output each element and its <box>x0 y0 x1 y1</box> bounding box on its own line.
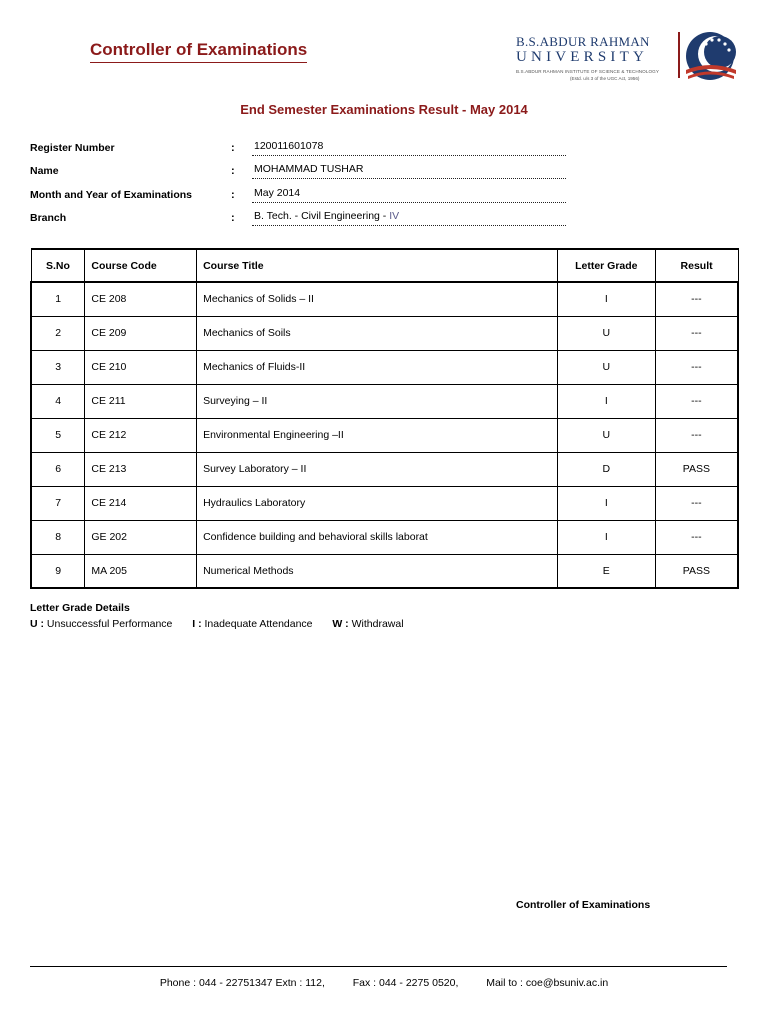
cell-course-code: CE 211 <box>85 384 197 418</box>
table-row <box>31 418 738 452</box>
cell-course-title: Mechanics of Fluids-II <box>197 350 558 384</box>
logo-estd-line: (Estd. u/s 3 of the UGC Act, 1956) <box>570 76 640 81</box>
results-table <box>30 248 739 589</box>
table-row <box>31 452 738 486</box>
exam-month-year-value: May 2014 <box>252 187 566 203</box>
cell-result: --- <box>655 316 738 350</box>
register-number-value: 120011601078 <box>252 140 566 156</box>
header-sno: S.No <box>31 249 85 282</box>
name-label: Name <box>30 165 59 177</box>
register-number-colon: : <box>231 142 235 154</box>
cell-sno: 5 <box>31 418 85 452</box>
table-row <box>31 384 738 418</box>
name-row <box>30 163 570 181</box>
exam-month-year-row <box>30 187 570 205</box>
cell-result: --- <box>655 520 738 554</box>
cell-course-title: Environmental Engineering –II <box>197 418 558 452</box>
cell-course-title: Survey Laboratory – II <box>197 452 558 486</box>
result-title: End Semester Examinations Result - May 2014 <box>240 102 528 117</box>
table-row <box>31 520 738 554</box>
page-header-title: Controller of Examinations <box>90 40 307 63</box>
cell-result: --- <box>655 418 738 452</box>
branch-value <box>252 210 566 226</box>
cell-sno: 7 <box>31 486 85 520</box>
cell-result: --- <box>655 282 738 316</box>
cell-sno: 9 <box>31 554 85 588</box>
table-row <box>31 486 738 520</box>
cell-course-code: CE 209 <box>85 316 197 350</box>
header-course-code: Course Code <box>85 249 197 282</box>
cell-sno: 1 <box>31 282 85 316</box>
cell-course-title: Mechanics of Soils <box>197 316 558 350</box>
branch-row <box>30 210 570 228</box>
name-value: MOHAMMAD TUSHAR <box>252 163 566 179</box>
table-row <box>31 350 738 384</box>
footer-fax: Fax : 044 - 2275 0520, <box>352 977 459 989</box>
cell-result: PASS <box>655 452 738 486</box>
cell-sno: 4 <box>31 384 85 418</box>
cell-result: PASS <box>655 554 738 588</box>
legend-text-w: Withdrawal <box>351 618 404 630</box>
legend-text-i: Inadequate Attendance <box>204 618 313 630</box>
header-result: Result <box>655 249 738 282</box>
legend-key-i: I : <box>192 618 202 630</box>
cell-result: --- <box>655 486 738 520</box>
legend-text-u: Unsuccessful Performance <box>46 618 173 630</box>
cell-course-code: GE 202 <box>85 520 197 554</box>
cell-result: --- <box>655 350 738 384</box>
signature-title: Controller of Examinations <box>516 899 651 911</box>
cell-course-code: CE 213 <box>85 452 197 486</box>
header-letter-grade: Letter Grade <box>557 249 655 282</box>
table-row <box>31 282 738 316</box>
logo-university-line: UNIVERSITY <box>516 49 648 65</box>
exam-month-year-label: Month and Year of Examinations <box>30 189 193 201</box>
cell-course-code: CE 208 <box>85 282 197 316</box>
cell-sno: 2 <box>31 316 85 350</box>
table-row <box>31 554 738 588</box>
logo-institute-line: B.S.ABDUR RAHMAN INSTITUTE OF SCIENCE & TECHNOLOGY <box>516 69 660 74</box>
branch-name: B. Tech. - Civil Engineering - <box>254 210 390 222</box>
footer-contact <box>0 977 768 989</box>
cell-course-title: Confidence building and behavioral skills laborat <box>197 520 558 554</box>
cell-course-code: MA 205 <box>85 554 197 588</box>
cell-letter-grade: E <box>557 554 655 588</box>
register-number-label: Register Number <box>30 142 115 154</box>
table-row <box>31 316 738 350</box>
cell-letter-grade: I <box>557 282 655 316</box>
cell-letter-grade: I <box>557 520 655 554</box>
cell-course-title: Surveying – II <box>197 384 558 418</box>
cell-letter-grade: I <box>557 486 655 520</box>
table-header-row <box>31 249 738 282</box>
legend-items <box>30 618 404 630</box>
cell-result: --- <box>655 384 738 418</box>
cell-letter-grade: D <box>557 452 655 486</box>
cell-course-code: CE 214 <box>85 486 197 520</box>
logo-separator <box>678 32 680 78</box>
legend-key-w: W : <box>332 618 349 630</box>
name-colon: : <box>231 165 235 177</box>
footer-mail: Mail to : coe@bsuniv.ac.in <box>486 977 609 989</box>
logo-name-line: B.S.ABDUR RAHMAN <box>516 34 650 49</box>
cell-letter-grade: U <box>557 350 655 384</box>
register-number-row <box>30 140 570 158</box>
cell-letter-grade: U <box>557 316 655 350</box>
cell-letter-grade: I <box>557 384 655 418</box>
cell-course-title: Numerical Methods <box>197 554 558 588</box>
cell-course-title: Hydraulics Laboratory <box>197 486 558 520</box>
cell-course-code: CE 212 <box>85 418 197 452</box>
cell-course-title: Mechanics of Solids – II <box>197 282 558 316</box>
footer-phone: Phone : 044 - 22751347 Extn : 112, <box>159 977 325 989</box>
cell-sno: 8 <box>31 520 85 554</box>
branch-colon: : <box>231 212 235 224</box>
header-course-title: Course Title <box>197 249 558 282</box>
crescent-stars-emblem-icon <box>682 30 738 86</box>
cell-sno: 6 <box>31 452 85 486</box>
cell-sno: 3 <box>31 350 85 384</box>
cell-letter-grade: U <box>557 418 655 452</box>
university-logo <box>512 30 740 88</box>
branch-semester: IV <box>389 210 400 222</box>
footer-divider <box>30 966 727 967</box>
cell-course-code: CE 210 <box>85 350 197 384</box>
legend-key-u: U : <box>30 618 44 630</box>
branch-label: Branch <box>30 212 67 224</box>
exam-month-year-colon: : <box>231 189 235 201</box>
legend-heading: Letter Grade Details <box>30 602 130 614</box>
